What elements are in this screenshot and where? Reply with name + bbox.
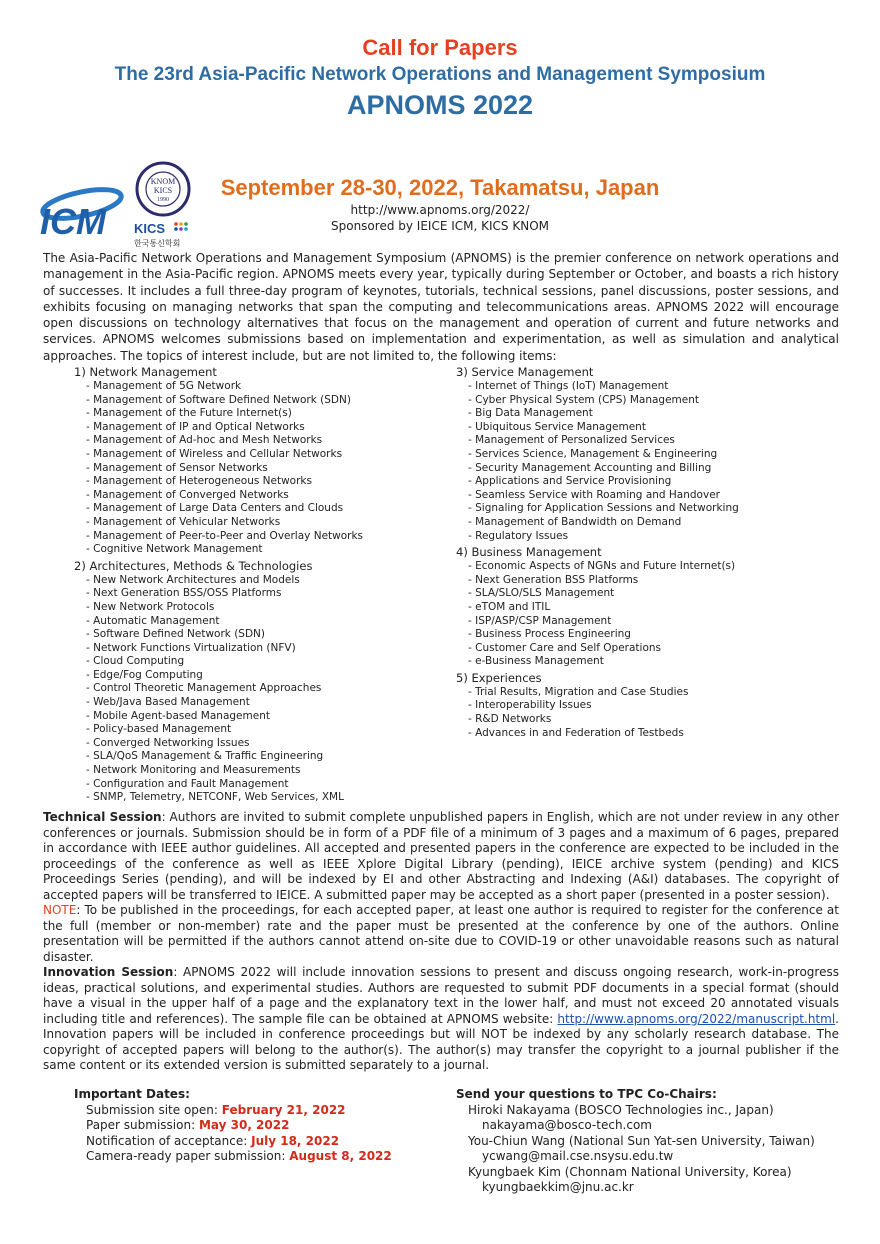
topic-item: - Applications and Service Provisioning	[468, 475, 672, 488]
technical-session-paragraph	[43, 810, 839, 965]
manuscript-link[interactable]: http://www.apnoms.org/2022/manuscript.html	[557, 1011, 836, 1026]
topic-item: - Management of Peer-to-Peer and Overlay Networks	[86, 529, 364, 542]
important-dates	[74, 1087, 434, 1165]
topic-item: - Regulatory Issues	[468, 529, 569, 542]
innovation-session-text-2: . Innovation papers will be included in conference proceedings but will NOT be indexed by any scholarly research database. The copyright of accepted papers will belong to the author(s). The author(s) may transfer the copyright to a journal publisher if the same content or its extended version is submitted separately to a journal.	[43, 1011, 839, 1072]
topic-category	[74, 559, 454, 805]
topics-left-column	[74, 365, 454, 807]
topic-item: - R&D Networks	[468, 713, 552, 726]
tpc-co-chairs	[456, 1087, 856, 1196]
topic-item: - Cognitive Network Management	[86, 543, 263, 556]
topic-item: - Management of Software Defined Network (SDN)	[86, 393, 351, 406]
topic-item: - Network Monitoring and Measurements	[86, 764, 301, 777]
date-value: May 30, 2022	[198, 1118, 290, 1132]
technical-session-label: Technical Session	[43, 810, 162, 824]
topic-item: - Configuration and Fault Management	[86, 777, 289, 790]
topics-right-column	[456, 365, 856, 742]
topic-item: - Next Generation BSS/OSS Platforms	[86, 587, 282, 600]
chair-email[interactable]: nakayama@bosco-tech.com	[482, 1118, 652, 1132]
topic-item: - Converged Networking Issues	[86, 736, 250, 749]
topic-item: - Control Theoretic Management Approaches	[86, 682, 322, 695]
topic-item: - SNMP, Telemetry, NETCONF, Web Services, XML	[86, 791, 344, 804]
intro-paragraph: The Asia-Pacific Network Operations and Management Symposium (APNOMS) is the premier conference on network operations and management in the Asia-Pacific region. APNOMS meets every year, typically during September or October, and boasts a rich history of successes. It includes a full three-day program of keynotes, tutorials, technical sessions, panel discussions, poster sessions, and exhibits focusing on managing networks that span the computing and telecommunications areas. APNOMS 2022 will encourage open discussions on technology alternatives that focus on the management and operation of current and future networks and services. APNOMS welcomes submissions based on implementation and experimentation, as well as simulation and analytical approaches. The topics of interest include, but are not limited to, the following items:	[43, 251, 839, 363]
topic-category-title: 4) Business Management	[456, 545, 602, 560]
topic-item: - Internet of Things (IoT) Management	[468, 380, 669, 392]
topic-item: - Management of 5G Network	[86, 380, 242, 392]
svg-text:1990: 1990	[157, 197, 169, 203]
date-label: Camera-ready paper submission:	[86, 1149, 290, 1163]
topic-category	[456, 545, 856, 669]
topic-item: - Economic Aspects of NGNs and Future Internet(s)	[468, 560, 736, 573]
svg-text:한국통신학회: 한국통신학회	[134, 239, 181, 248]
chair-name: You-Chiun Wang (National Sun Yat-sen University, Taiwan)	[468, 1133, 815, 1148]
topic-item: - Business Process Engineering	[468, 628, 631, 641]
date-row	[74, 1103, 434, 1119]
svg-text:KNOM: KNOM	[150, 177, 176, 186]
svg-text:KICS: KICS	[153, 186, 173, 195]
topic-item: - Software Defined Network (SDN)	[86, 628, 266, 641]
date-value: February 21, 2022	[221, 1102, 346, 1117]
event-url[interactable]: http://www.apnoms.org/2022/	[350, 203, 530, 217]
header	[0, 34, 880, 122]
topic-item: - e-Business Management	[468, 655, 604, 668]
topic-item: - Web/Java Based Management	[86, 696, 250, 709]
topic-item: - ISP/ASP/CSP Management	[468, 614, 612, 627]
topic-item: - Services Science, Management & Engineering	[468, 447, 718, 460]
topic-item: - Interoperability Issues	[468, 699, 592, 712]
topic-item: - eTOM and ITIL	[468, 600, 551, 613]
event-sponsor: Sponsored by IEICE ICM, KICS KNOM	[331, 219, 549, 233]
topic-item: - Automatic Management	[86, 614, 220, 627]
topic-item: - New Network Protocols	[86, 600, 215, 613]
event-info	[0, 174, 880, 234]
topic-item: - Security Management Accounting and Billing	[468, 461, 712, 474]
date-row	[74, 1118, 434, 1134]
topic-item: - Ubiquitous Service Management	[468, 420, 646, 433]
symposium-subtitle: The 23rd Asia-Pacific Network Operations and Management Symposium	[114, 64, 766, 85]
date-row	[74, 1134, 434, 1150]
topic-item: - Management of Converged Networks	[86, 488, 289, 501]
topic-item: - Seamless Service with Roaming and Handover	[468, 488, 720, 501]
chair-email[interactable]: kyungbaekkim@jnu.ac.kr	[482, 1180, 634, 1194]
call-for-papers-title: Call for Papers	[362, 35, 518, 60]
chair-email[interactable]: ycwang@mail.cse.nsysu.edu.tw	[482, 1149, 674, 1163]
topic-item: - Management of Heterogeneous Networks	[86, 475, 312, 488]
topic-item: - Management of Personalized Services	[468, 434, 675, 447]
svg-text:ICM: ICM	[40, 201, 106, 240]
topic-category-title: 1) Network Management	[74, 365, 217, 379]
svg-text:KICS: KICS	[134, 221, 166, 236]
chair-name: Kyungbaek Kim (Chonnam National University, Korea)	[468, 1164, 792, 1179]
chair-name: Hiroki Nakayama (BOSCO Technologies inc., Japan)	[468, 1102, 774, 1117]
innovation-session-paragraph	[43, 965, 839, 1074]
topic-item: - Edge/Fog Computing	[86, 668, 203, 681]
technical-session-text: : Authors are invited to submit complete unpublished papers in English, which are not under review in any other conferences or journals. Submission should be in form of a PDF file of a minimum of 3 pages and a maximum of 6 pages, prepared in accordance with IEEE author guidelines. All accepted and presented papers in the conference are expected to be included in the proceedings of the conference as well as IEEE Xplore Digital Library (pending), IEICE archive system (pending) and KICS Proceedings Series (pending), and will be indexed by EI and other Abstracting and Indexing (A&I) databases. The copyright of accepted papers will be transferred to IEICE. A submitted paper may be accepted as a short paper (presented in a poster session).	[43, 810, 839, 902]
topic-item: - Cloud Computing	[86, 655, 185, 668]
topic-item: - Network Functions Virtualization (NFV)	[86, 641, 296, 654]
topic-item: - Mobile Agent-based Management	[86, 709, 270, 722]
topic-category-title: 3) Service Management	[456, 365, 594, 379]
note-text: : To be published in the proceedings, for each accepted paper, at least one author is required to register for the conference at the full (member or non-member) rate and the paper must be presented at the conference by one of the authors. Online presentation will be permitted if the authors cannot attend on-site due to COVID-19 or other unavoidable reasons such as natural disaster.	[43, 903, 839, 964]
session-descriptions	[43, 810, 839, 1074]
topic-item: - Next Generation BSS Platforms	[468, 573, 639, 586]
topic-item: - Customer Care and Self Operations	[468, 641, 662, 654]
topic-item: - SLA/SLO/SLS Management	[468, 587, 615, 600]
event-date-location: September 28-30, 2022, Takamatsu, Japan	[220, 175, 660, 200]
topic-category	[74, 365, 454, 557]
topic-item: - New Network Architectures and Models	[86, 573, 300, 586]
topic-category-title: 5) Experiences	[456, 670, 542, 685]
topic-category-title: 2) Architectures, Methods & Technologies	[74, 558, 313, 573]
topic-item: - Policy-based Management	[86, 723, 232, 736]
innovation-session-label: Innovation Session	[43, 965, 174, 979]
topic-item: - Management of the Future Internet(s)	[86, 407, 292, 420]
note-label: NOTE	[43, 903, 77, 917]
topic-item: - Management of IP and Optical Networks	[86, 420, 305, 433]
topic-item: - Management of Bandwidth on Demand	[468, 515, 682, 528]
topic-item: - Management of Vehicular Networks	[86, 515, 281, 528]
co-chairs-heading: Send your questions to TPC Co-Chairs:	[456, 1087, 717, 1101]
date-value: August 8, 2022	[289, 1149, 392, 1163]
topic-category	[456, 365, 856, 543]
topic-category	[456, 671, 856, 740]
date-label: Notification of acceptance:	[86, 1133, 252, 1148]
topic-item: - SLA/QoS Management & Traffic Engineering	[86, 750, 324, 763]
topic-item: - Advances in and Federation of Testbeds	[468, 726, 684, 739]
important-dates-heading: Important Dates:	[74, 1087, 190, 1101]
innovation-session-text: : APNOMS 2022 will include innovation sessions to present and discuss ongoing research, work-in-progress ideas, practical solutions, and experimental studies. Authors are requested to submit PDF documents in a special format (should have a visual in the upper half of a page and the explanatory text in the lower half, and must not exceed 20 annotated visuals including title and references). The sample file can be obtained at APNOMS website:	[43, 965, 839, 1026]
topic-item: - Big Data Management	[468, 407, 593, 420]
topic-item: - Management of Wireless and Cellular Networks	[86, 447, 343, 460]
date-label: Submission site open:	[86, 1102, 222, 1117]
topic-item: - Trial Results, Migration and Case Studies	[468, 685, 689, 698]
topic-item: - Signaling for Application Sessions and Networking	[468, 502, 739, 515]
topic-item: - Cyber Physical System (CPS) Management	[468, 393, 700, 406]
date-value: July 18, 2022	[251, 1133, 340, 1148]
topic-item: - Management of Large Data Centers and Clouds	[86, 502, 344, 515]
topic-item: - Management of Ad-hoc and Mesh Networks	[86, 434, 323, 447]
symposium-acronym: APNOMS 2022	[346, 90, 534, 120]
date-label: Paper submission:	[86, 1118, 199, 1132]
date-row	[74, 1149, 434, 1165]
topic-item: - Management of Sensor Networks	[86, 461, 268, 474]
